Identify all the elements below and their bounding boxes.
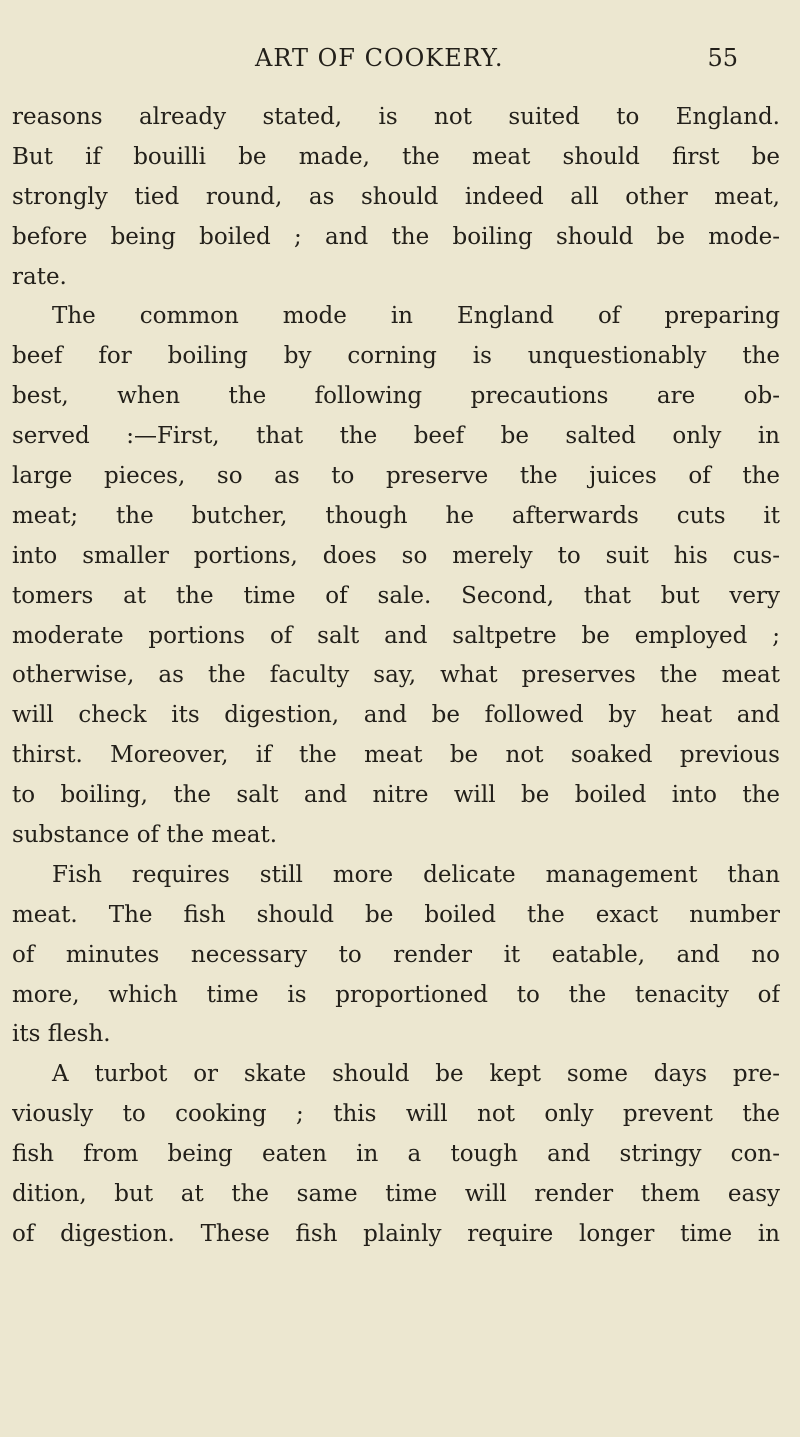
running-head: ART OF COOKERY. bbox=[255, 44, 504, 72]
text-line: will check its digestion, and be followed by heat and bbox=[12, 702, 780, 729]
text-line: The common mode in England of preparing bbox=[52, 303, 780, 330]
text-line: of minutes necessary to render it eatable, and no bbox=[12, 941, 780, 968]
text-line: of digestion. These fish plainly require longer time in bbox=[12, 1220, 780, 1247]
text-line: tomers at the time of sale. Second, that but very bbox=[12, 582, 780, 609]
text-line: meat. The fish should be boiled the exact number bbox=[12, 901, 780, 928]
text-line: fish from being eaten in a tough and stringy con- bbox=[12, 1141, 780, 1168]
text-line: large pieces, so as to preserve the juices of the bbox=[12, 463, 780, 490]
text-line: before being boiled ; and the boiling should be mode- bbox=[12, 223, 780, 250]
text-line: A turbot or skate should be kept some days pre- bbox=[52, 1061, 780, 1088]
text-line: rate. bbox=[12, 263, 67, 290]
page-number: 55 bbox=[707, 44, 738, 72]
text-line: thirst. Moreover, if the meat be not soaked previous bbox=[12, 742, 780, 769]
text-line: reasons already stated, is not suited to England. bbox=[12, 104, 780, 130]
text-line: to boiling, the salt and nitre will be boiled into the bbox=[12, 782, 780, 809]
text-line: served :—First, that the beef be salted only in bbox=[12, 423, 780, 450]
text-line: strongly tied round, as should indeed all other meat, bbox=[12, 183, 780, 210]
page-header bbox=[0, 38, 800, 78]
text-line: substance of the meat. bbox=[12, 822, 278, 849]
text-line: otherwise, as the faculty say, what preserves the meat bbox=[12, 662, 780, 689]
text-line: beef for boiling by corning is unquestionably the bbox=[12, 343, 780, 370]
text-line: Fish requires still more delicate management than bbox=[52, 861, 780, 888]
text-line: viously to cooking ; this will not only prevent the bbox=[12, 1101, 780, 1128]
text-line: dition, but at the same time will render them easy bbox=[12, 1181, 780, 1208]
text-line: meat; the butcher, though he afterwards cuts it bbox=[12, 502, 780, 529]
text-line: into smaller portions, does so merely to suit his cus- bbox=[12, 542, 780, 569]
text-line: its flesh. bbox=[12, 1021, 111, 1048]
body-text bbox=[12, 98, 780, 1255]
text-line: best, when the following precautions are ob- bbox=[12, 383, 780, 410]
text-line: more, which time is proportioned to the tenacity of bbox=[12, 981, 780, 1008]
text-line: moderate portions of salt and saltpetre be employed ; bbox=[12, 622, 780, 649]
text-line: But if bouilli be made, the meat should first be bbox=[12, 143, 780, 170]
